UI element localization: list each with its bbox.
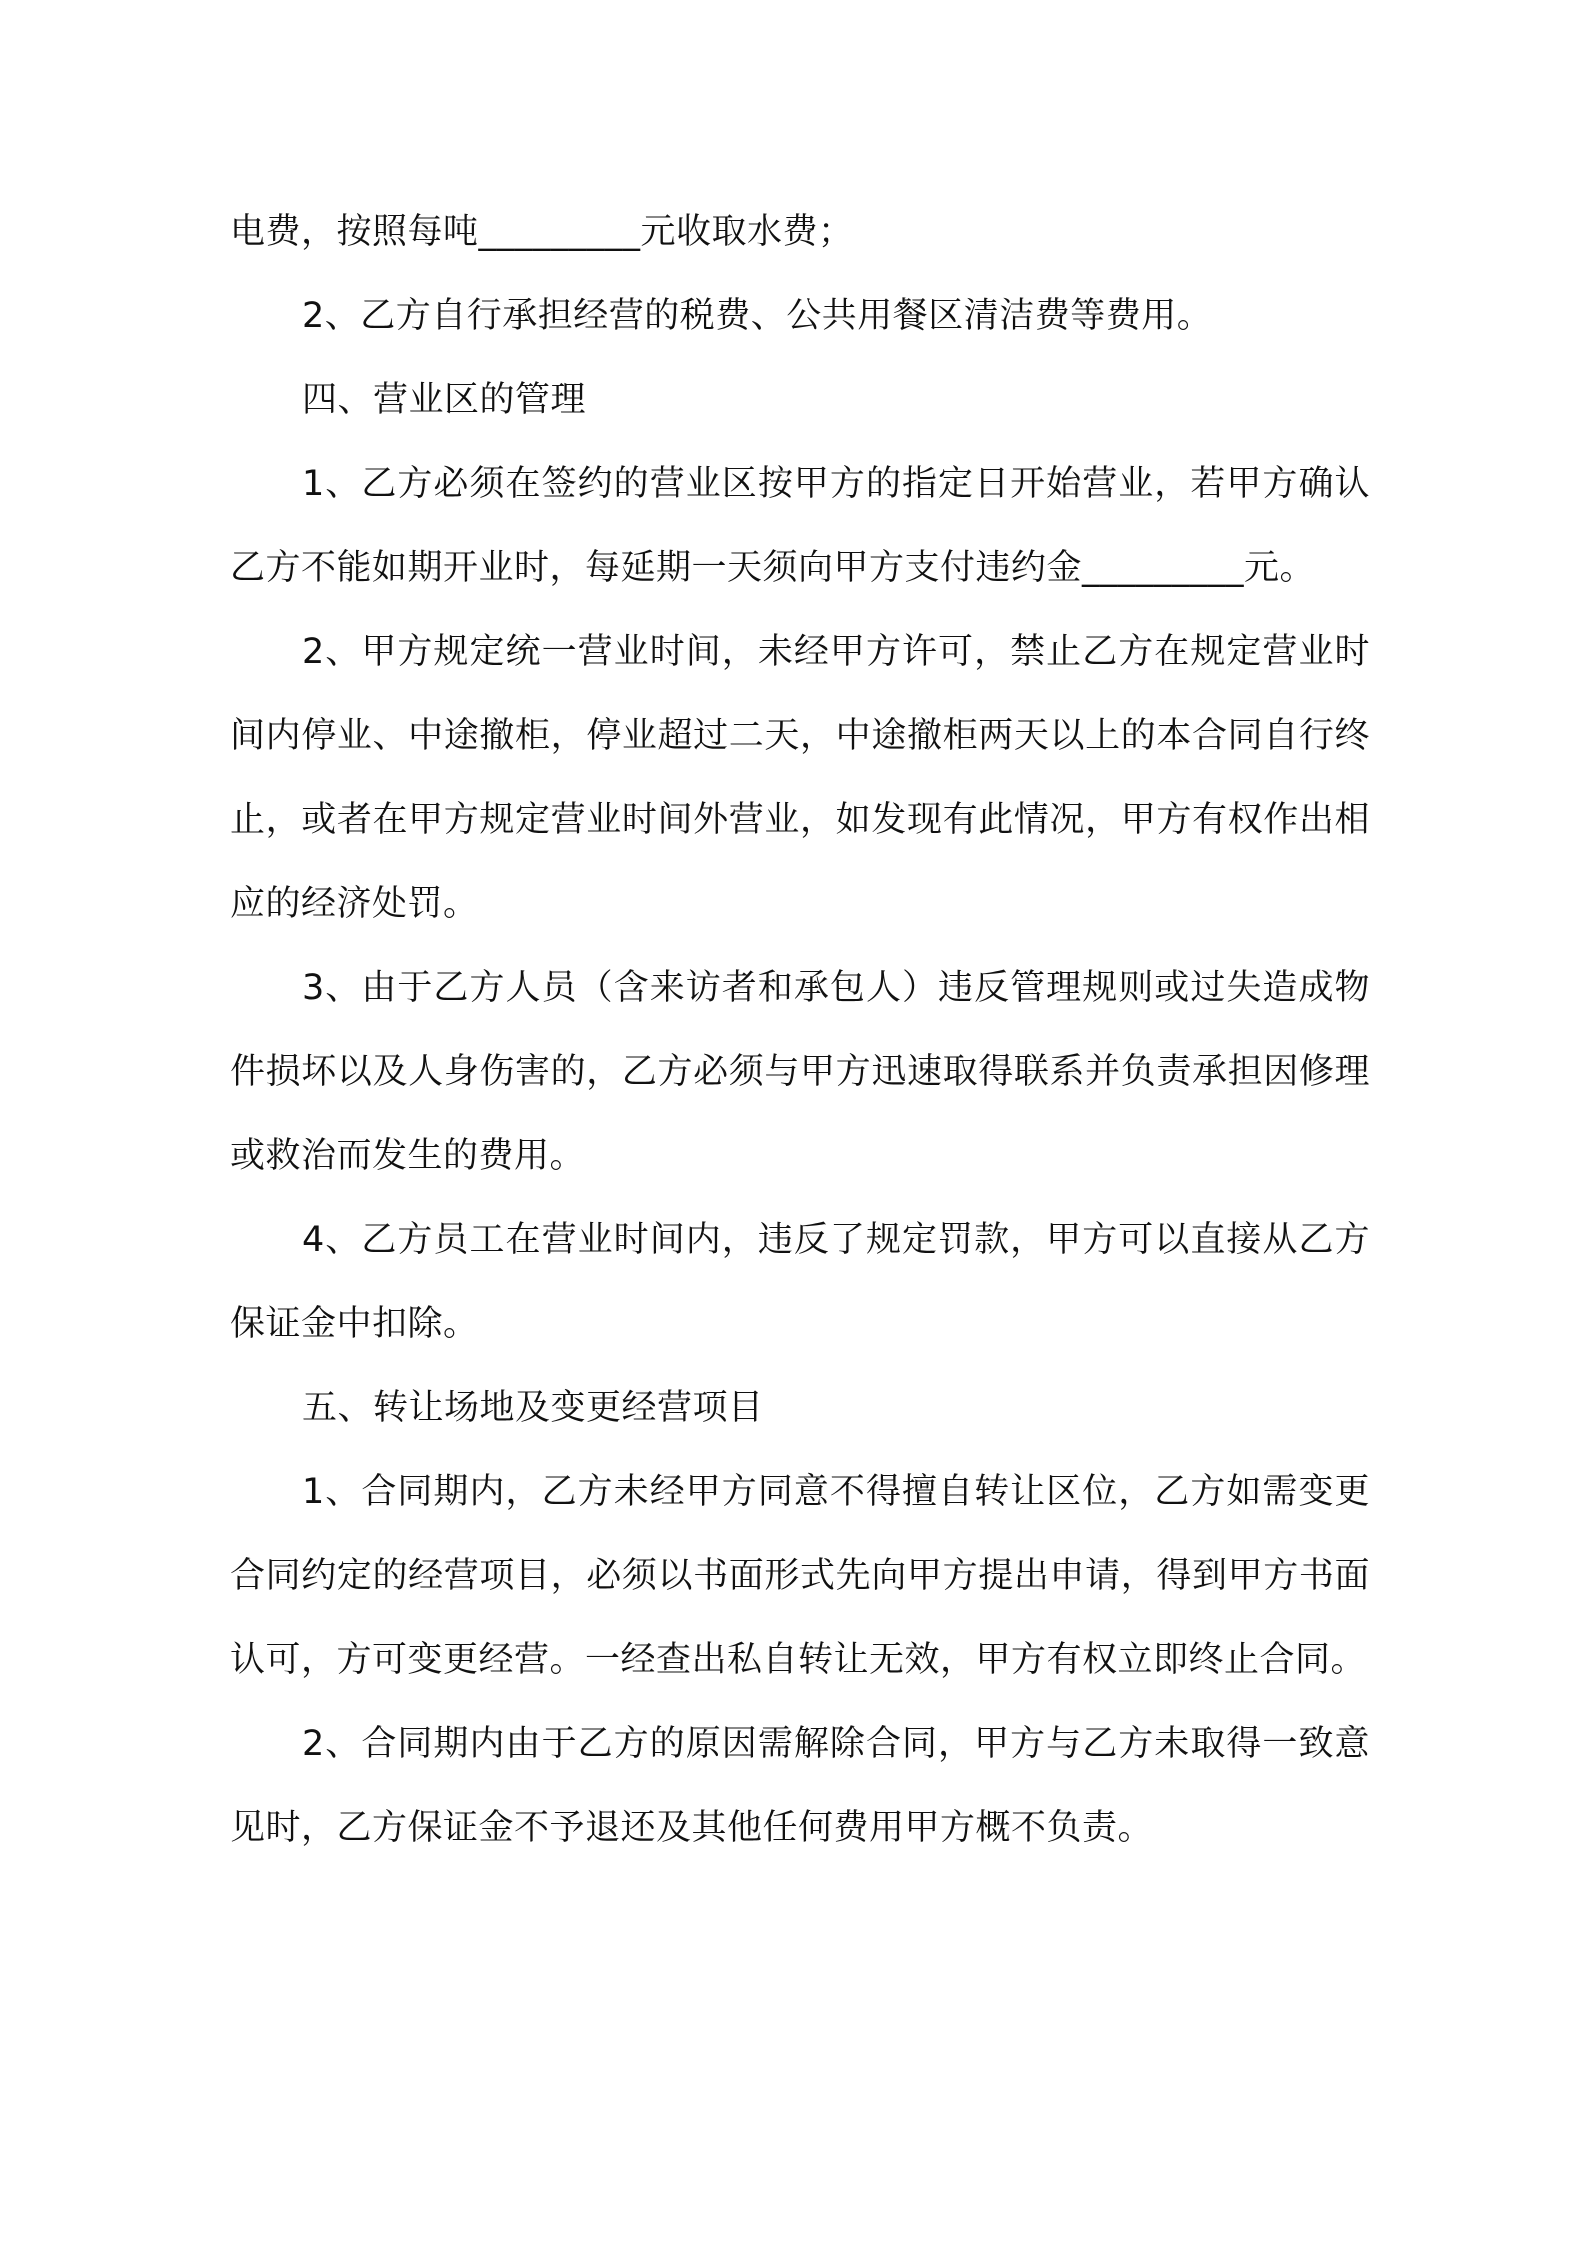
paragraph-transfer-restriction: 1、合同期内，乙方未经甲方同意不得擅自转让区位，乙方如需变更合同约定的经营项目，必须以书面形式先向甲方提出申请，得到甲方书面认可，方可变更经营。一经查出私自转让无效，甲方有权立即终止合同。 [230, 1472, 1370, 1680]
paragraph-damage-liability: 3、由于乙方人员（含来访者和承包人）违反管理规则或过失造成物件损坏以及人身伤害的，乙方必须与甲方迅速取得联系并负责承担因修理或救治而发生的费用。 [230, 968, 1370, 1176]
paragraph-water-fee: 电费，按照每吨_________元收取水费； [230, 212, 854, 252]
document-body [230, 190, 1370, 1870]
section-heading-business-area-management: 四、营业区的管理 [302, 380, 587, 420]
paragraph-business-hours: 2、甲方规定统一营业时间，未经甲方许可，禁止乙方在规定营业时间内停业、中途撤柜，停业超过二天，中途撤柜两天以上的本合同自行终止，或者在甲方规定营业时间外营业，如发现有此情况，甲方有权作出相应的经济处罚。 [230, 632, 1370, 924]
paragraph-termination-deposit: 2、合同期内由于乙方的原因需解除合同，甲方与乙方未取得一致意见时，乙方保证金不予退还及其他任何费用甲方概不负责。 [230, 1724, 1370, 1848]
section-heading-transfer-and-change: 五、转让场地及变更经营项目 [302, 1388, 764, 1428]
paragraph-taxes-cleaning-fees: 2、乙方自行承担经营的税费、公共用餐区清洁费等费用。 [302, 296, 1213, 336]
paragraph-opening-date-penalty: 1、乙方必须在签约的营业区按甲方的指定日开始营业，若甲方确认乙方不能如期开业时，每延期一天须向甲方支付违约金_________元。 [230, 464, 1370, 588]
paragraph-employee-fines: 4、乙方员工在营业时间内，违反了规定罚款，甲方可以直接从乙方保证金中扣除。 [230, 1220, 1370, 1344]
